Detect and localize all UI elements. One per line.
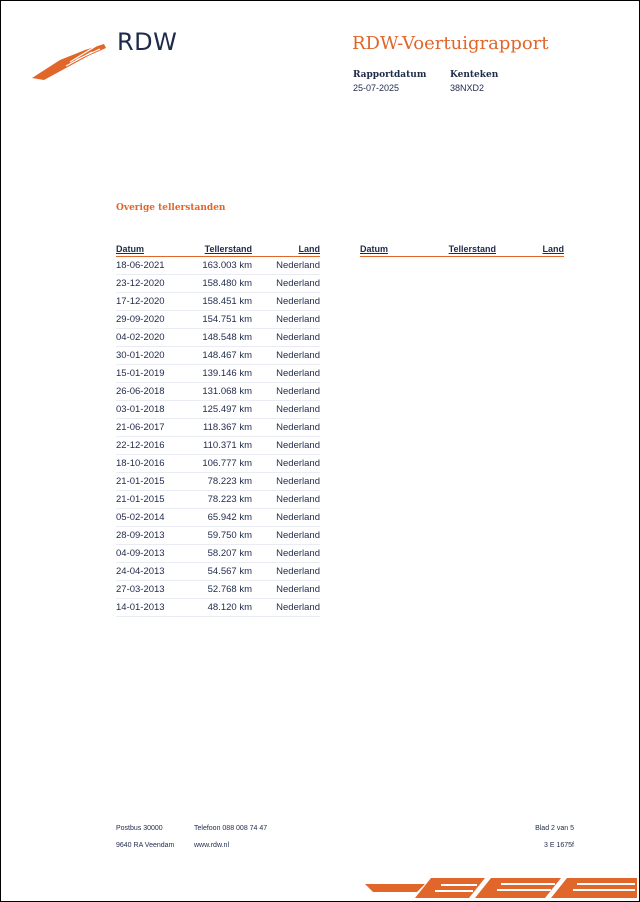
cell-odometer: 154.751 km [186, 311, 252, 329]
plate-block [450, 70, 498, 93]
plate-label: Kenteken [450, 70, 499, 80]
cell-country: Nederland [252, 455, 320, 473]
footer-address: 9640 RA Veendam [116, 842, 175, 849]
table-header-row [360, 243, 564, 257]
report-date-block [353, 70, 426, 93]
table-row [116, 311, 320, 329]
cell-date: 26-06-2018 [116, 383, 186, 401]
org-name: RDW [117, 28, 178, 56]
odometer-table-right [360, 243, 564, 257]
cell-odometer: 78.223 km [186, 491, 252, 509]
table-row [116, 275, 320, 293]
cell-odometer: 54.567 km [186, 563, 252, 581]
cell-country: Nederland [252, 257, 320, 275]
cell-date: 21-01-2015 [116, 473, 186, 491]
section-title: Overige tellerstanden [116, 203, 226, 213]
table-row [116, 437, 320, 455]
table-row [116, 383, 320, 401]
column-header-odometer: Tellerstand [430, 243, 496, 257]
cell-country: Nederland [252, 437, 320, 455]
cell-date: 21-01-2015 [116, 491, 186, 509]
table-header-row [116, 243, 320, 257]
report-date-label: Rapportdatum [353, 70, 427, 80]
cell-odometer: 148.467 km [186, 347, 252, 365]
table-body [116, 257, 320, 617]
rdw-logo-icon [30, 40, 108, 82]
column-header-date: Datum [116, 243, 186, 257]
footer-postbus: Postbus 30000 [116, 825, 163, 832]
cell-odometer: 118.367 km [186, 419, 252, 437]
cell-country: Nederland [252, 563, 320, 581]
table-row [116, 365, 320, 383]
cell-odometer: 163.003 km [186, 257, 252, 275]
cell-country: Nederland [252, 293, 320, 311]
cell-date: 18-06-2021 [116, 257, 186, 275]
cell-odometer: 48.120 km [186, 599, 252, 617]
table-row [116, 257, 320, 275]
report-date-value: 25-07-2025 [353, 83, 400, 93]
cell-date: 24-04-2013 [116, 563, 186, 581]
cell-date: 30-01-2020 [116, 347, 186, 365]
cell-date: 04-09-2013 [116, 545, 186, 563]
cell-country: Nederland [252, 329, 320, 347]
table-row [116, 347, 320, 365]
footer-code: 3 E 1675f [544, 842, 574, 849]
cell-date: 23-12-2020 [116, 275, 186, 293]
table-row [116, 509, 320, 527]
cell-country: Nederland [252, 473, 320, 491]
odometer-table-left [116, 243, 320, 617]
plate-value: 38NXD2 [450, 83, 485, 93]
cell-date: 04-02-2020 [116, 329, 186, 347]
column-header-date: Datum [360, 243, 430, 257]
table-row [116, 563, 320, 581]
cell-date: 17-12-2020 [116, 293, 186, 311]
table-row [116, 401, 320, 419]
cell-odometer: 58.207 km [186, 545, 252, 563]
cell-country: Nederland [252, 347, 320, 365]
table-row [116, 293, 320, 311]
cell-country: Nederland [252, 401, 320, 419]
cell-date: 15-01-2019 [116, 365, 186, 383]
cell-date: 21-06-2017 [116, 419, 186, 437]
cell-odometer: 106.777 km [186, 455, 252, 473]
cell-odometer: 52.768 km [186, 581, 252, 599]
cell-country: Nederland [252, 509, 320, 527]
cell-odometer: 59.750 km [186, 527, 252, 545]
cell-date: 28-09-2013 [116, 527, 186, 545]
table-row [116, 473, 320, 491]
cell-date: 05-02-2014 [116, 509, 186, 527]
cell-odometer: 125.497 km [186, 401, 252, 419]
cell-country: Nederland [252, 581, 320, 599]
table-row [116, 455, 320, 473]
table-row [116, 599, 320, 617]
cell-country: Nederland [252, 275, 320, 293]
table-row [116, 419, 320, 437]
column-header-country: Land [252, 243, 320, 257]
cell-country: Nederland [252, 491, 320, 509]
cell-date: 22-12-2016 [116, 437, 186, 455]
cell-country: Nederland [252, 599, 320, 617]
cell-date: 18-10-2016 [116, 455, 186, 473]
cell-country: Nederland [252, 545, 320, 563]
cell-date: 14-01-2013 [116, 599, 186, 617]
cell-odometer: 131.068 km [186, 383, 252, 401]
cell-odometer: 158.451 km [186, 293, 252, 311]
cell-date: 29-09-2020 [116, 311, 186, 329]
cell-country: Nederland [252, 383, 320, 401]
report-title: RDW-Voertuigrapport [352, 33, 549, 54]
cell-country: Nederland [252, 527, 320, 545]
cell-odometer: 65.942 km [186, 509, 252, 527]
cell-country: Nederland [252, 365, 320, 383]
table-row [116, 329, 320, 347]
footer-website: www.rdw.nl [194, 842, 230, 849]
column-header-odometer: Tellerstand [186, 243, 252, 257]
rdw-stripes-decoration-icon [365, 876, 637, 900]
cell-odometer: 158.480 km [186, 275, 252, 293]
cell-country: Nederland [252, 419, 320, 437]
cell-odometer: 78.223 km [186, 473, 252, 491]
column-header-country: Land [496, 243, 564, 257]
table-row [116, 527, 320, 545]
cell-odometer: 139.146 km [186, 365, 252, 383]
cell-odometer: 110.371 km [186, 437, 252, 455]
cell-date: 03-01-2018 [116, 401, 186, 419]
table-row [116, 545, 320, 563]
cell-odometer: 148.548 km [186, 329, 252, 347]
cell-country: Nederland [252, 311, 320, 329]
cell-date: 27-03-2013 [116, 581, 186, 599]
table-row [116, 491, 320, 509]
table-row [116, 581, 320, 599]
footer-page-number: Blad 2 van 5 [535, 825, 574, 832]
footer-phone: Telefoon 088 008 74 47 [194, 825, 268, 832]
